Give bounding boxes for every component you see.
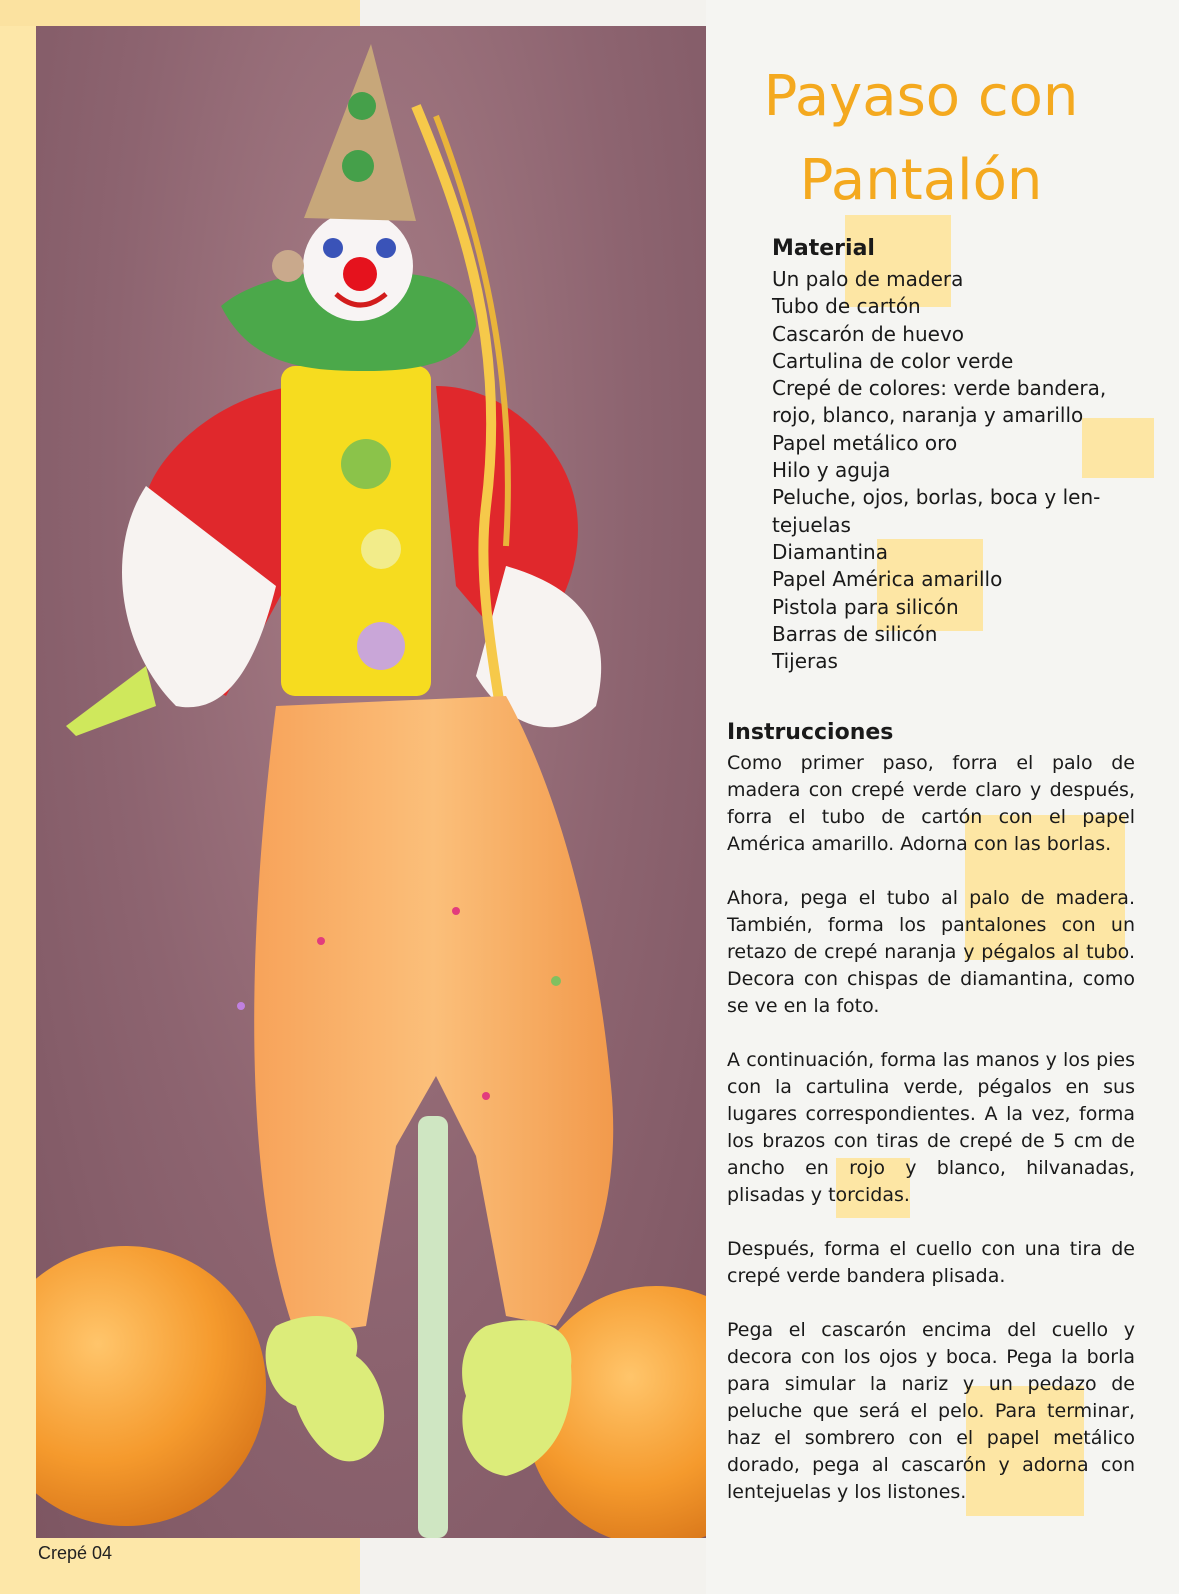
material-item: Crepé de colores: verde bandera, [772,376,1107,401]
instruction-paragraph: Pega el cascarón encima del cuello y decora con los ojos y boca. Pega la borla para simular la nariz y un pedazo de peluche que será el pelo. Para terminar, haz el sombrero con el papel metálico dorado, pega al cascarón y adorna con lentejuelas y los listones. [727,1319,1135,1503]
instructions-section [727,718,1135,1533]
glitter [482,1092,490,1100]
yellow-body-tube [281,366,431,696]
material-item: Cascarón de huevo [772,321,965,346]
instruction-paragraph: A continuación, forma las manos y los pies con la cartulina verde, pégalos en sus lugares correspondientes. A la vez, forma los brazos con tiras de crepé de 5 cm de ancho en rojo y blanco, hilvanadas, plisadas y torcidas. [727,1049,1135,1206]
top-color-band [0,0,360,26]
left-foot [266,1316,385,1461]
clown-photo [36,26,706,1538]
title-line-2: Pantalón [799,148,1043,213]
wooden-stick [418,1116,448,1538]
red-nose [343,257,377,291]
page-footer: Crepé 04 [38,1543,113,1563]
instruction-paragraph: Como primer paso, forra el palo de madera con crepé verde claro y después, forra el tubo de cartón con el papel América amarillo. Adorna con las borlas. [727,752,1135,855]
pompom-pale [361,529,401,569]
material-item: Cartulina de color verde [772,348,1014,373]
orange-ball-left [36,1246,266,1526]
material-item: Peluche, ojos, borlas, boca y len- [772,485,1101,510]
material-section [772,234,1152,675]
title-line-1: Payaso con [763,64,1079,129]
material-item: Pistola para silicón [772,594,959,619]
pompom-lilac [357,622,405,670]
glitter [237,1002,245,1010]
left-hand [66,666,156,736]
material-item: Hilo y aguja [772,458,891,483]
material-heading: Material [772,236,875,261]
instruction-paragraph: Después, forma el cuello con una tira de crepé verde bandera plisada. [727,1238,1135,1287]
material-item: tejuelas [772,512,851,537]
left-eye [323,238,343,258]
right-eye [376,238,396,258]
glitter [317,937,325,945]
material-item: Diamantina [772,539,888,564]
pompom-green [341,439,391,489]
material-item: Papel América amarillo [772,567,1003,592]
hair-plush [272,250,304,282]
material-item: rojo, blanco, naranja y amarillo [772,403,1084,428]
glitter [551,976,561,986]
material-item: Tijeras [772,649,838,674]
material-item: Papel metálico oro [772,430,958,455]
page-title [706,55,1136,223]
gold-hat [304,44,416,221]
glitter [452,907,460,915]
instructions-heading: Instrucciones [727,720,894,745]
material-item: Barras de silicón [772,621,938,646]
hat-sequin-bottom [342,150,374,182]
material-item: Un palo de madera [772,267,964,291]
clown-illustration [36,26,706,1538]
hat-sequin-top [348,92,376,120]
instruction-paragraph: Ahora, pega el tubo al palo de madera. También, forma los pantalones con un retazo de crepé naranja y pégalos al tubo. Decora con chispas de diamantina, como se ve en la foto. [727,887,1135,1017]
material-item: Tubo de cartón [772,294,921,319]
